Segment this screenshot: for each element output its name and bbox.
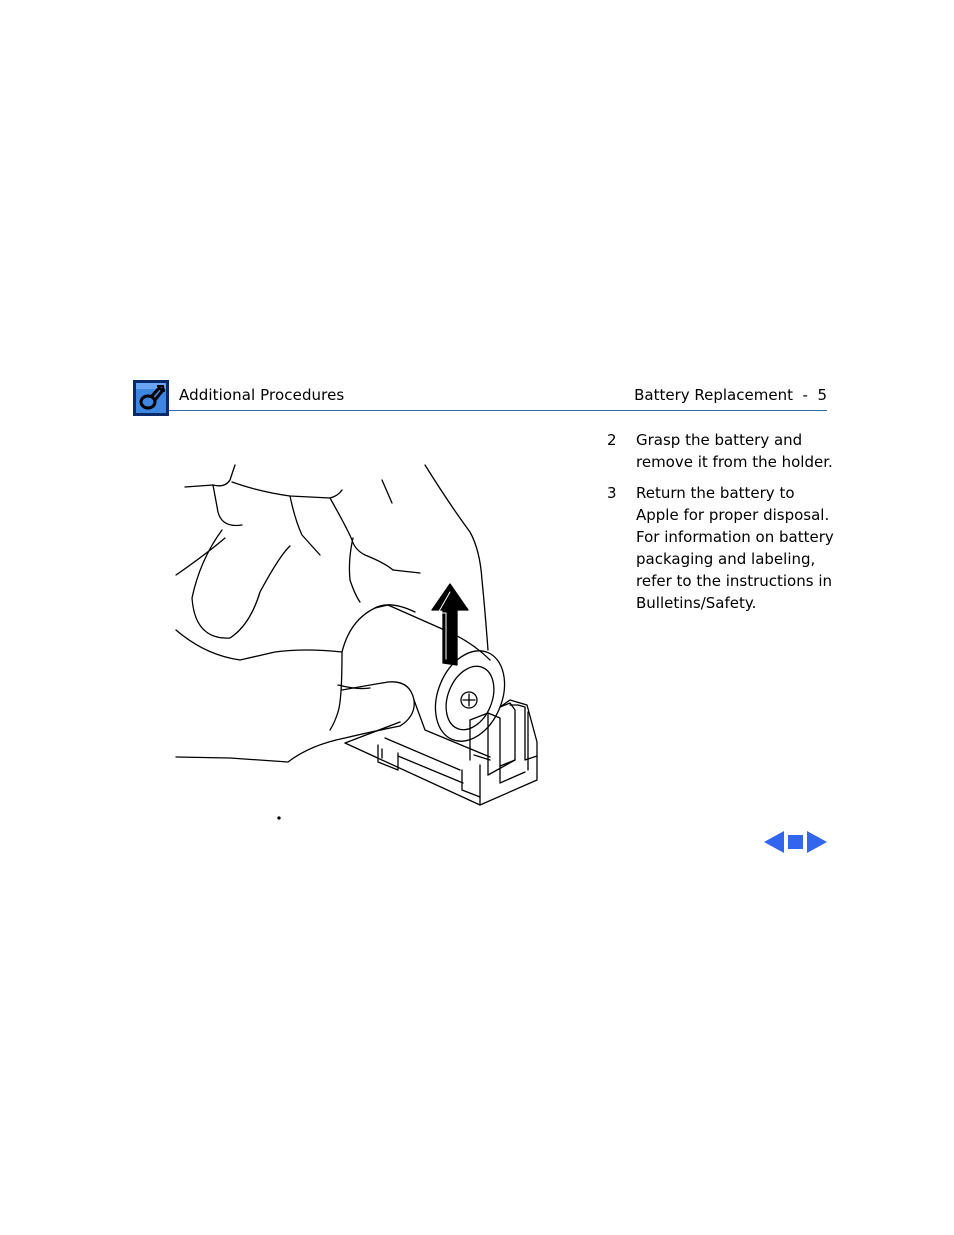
step-number: 2	[607, 431, 617, 449]
step-item	[607, 429, 837, 473]
right-arrow-icon[interactable]	[807, 831, 827, 853]
page-navigation	[764, 831, 828, 853]
step-number: 3	[607, 484, 617, 502]
square-stop-icon[interactable]	[788, 835, 803, 849]
apple-wrench-logo-icon	[133, 380, 169, 416]
procedure-steps	[607, 429, 837, 623]
left-arrow-icon[interactable]	[764, 831, 784, 853]
step-text: Grasp the battery and remove it from the holder.	[636, 431, 833, 471]
page-header	[133, 380, 827, 412]
hand-removing-battery-illustration	[170, 460, 550, 825]
step-text: Return the battery to Apple for proper disposal. For information on battery packaging and labeling, refer to the instructions in Bulletins/Safety.	[636, 484, 834, 612]
section-title: Additional Procedures	[179, 386, 345, 404]
page-reference: Battery Replacement - 5	[634, 386, 827, 404]
step-item	[607, 482, 837, 614]
header-rule	[169, 410, 827, 411]
